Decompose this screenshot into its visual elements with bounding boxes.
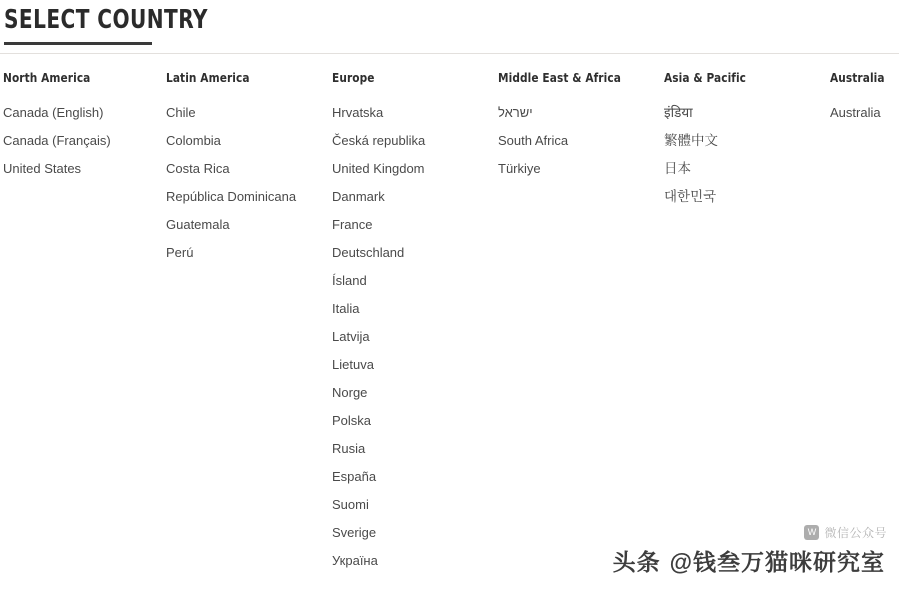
list-item[interactable]: Sverige <box>332 525 377 540</box>
region-column-asia-pacific <box>664 70 830 581</box>
list-item[interactable]: Chile <box>166 105 196 120</box>
region-columns <box>0 70 899 581</box>
list-item[interactable]: ישראל <box>498 105 533 120</box>
country-list-asia-pacific <box>664 105 822 205</box>
list-item[interactable]: इंडिया <box>664 105 693 120</box>
region-heading-north-america: North America <box>3 70 91 85</box>
list-item[interactable]: Україна <box>332 553 378 568</box>
region-heading-asia-pacific: Asia & Pacific <box>664 70 747 85</box>
region-heading-europe: Europe <box>332 70 375 85</box>
country-list-australia <box>830 105 899 121</box>
list-item[interactable]: Česká republika <box>332 133 426 148</box>
list-item[interactable]: 대한민국 <box>664 189 717 204</box>
list-item[interactable]: Suomi <box>332 497 369 512</box>
watermark-secondary-text: 微信公众号 <box>824 526 887 540</box>
list-item[interactable]: 繁體中文 <box>664 133 718 148</box>
list-item[interactable]: Türkiye <box>498 161 541 176</box>
list-item[interactable]: France <box>332 217 373 232</box>
list-item[interactable]: Danmark <box>332 189 385 204</box>
country-list-middle-east-africa <box>498 105 656 177</box>
page-title: SELECT COUNTRY <box>4 5 208 35</box>
title-underline <box>4 42 152 45</box>
watermark-primary-text: @钱叁万猫咪研究室 <box>669 549 885 575</box>
list-item[interactable]: Canada (Français) <box>3 133 111 148</box>
list-item[interactable]: Latvija <box>332 329 370 344</box>
list-item[interactable]: Colombia <box>166 133 221 148</box>
region-column-north-america <box>0 70 166 581</box>
list-item[interactable]: United States <box>3 161 82 176</box>
list-item[interactable]: Italia <box>332 301 360 316</box>
list-item[interactable]: United Kingdom <box>332 161 425 176</box>
region-column-latin-america <box>166 70 332 581</box>
country-list-latin-america <box>166 105 324 261</box>
list-item[interactable]: Canada (English) <box>3 105 104 120</box>
list-item[interactable]: 日本 <box>664 161 691 176</box>
region-column-europe <box>332 70 498 581</box>
list-item[interactable]: Deutschland <box>332 245 405 260</box>
region-heading-australia: Australia <box>830 70 885 85</box>
list-item[interactable]: Hrvatska <box>332 105 384 120</box>
page-title-block <box>4 4 241 45</box>
list-item[interactable]: Australia <box>830 105 881 120</box>
country-list-europe <box>332 105 490 569</box>
country-list-north-america <box>3 105 158 177</box>
toutiao-logo: 头条 <box>612 549 661 575</box>
wechat-icon: W <box>804 525 819 540</box>
header-divider <box>0 53 899 54</box>
list-item[interactable]: Rusia <box>332 441 366 456</box>
region-heading-latin-america: Latin America <box>166 70 250 85</box>
region-column-middle-east-africa <box>498 70 664 581</box>
list-item[interactable]: Costa Rica <box>166 161 230 176</box>
list-item[interactable]: España <box>332 469 377 484</box>
list-item[interactable]: South Africa <box>498 133 569 148</box>
list-item[interactable]: Norge <box>332 385 368 400</box>
list-item[interactable]: Lietuva <box>332 357 374 372</box>
list-item[interactable]: Polska <box>332 413 372 428</box>
region-heading-middle-east-africa: Middle East & Africa <box>498 70 621 85</box>
list-item[interactable]: República Dominicana <box>166 189 297 204</box>
list-item[interactable]: Guatemala <box>166 217 230 232</box>
region-column-australia <box>830 70 899 581</box>
list-item[interactable]: Perú <box>166 245 194 260</box>
list-item[interactable]: Ísland <box>332 273 367 288</box>
